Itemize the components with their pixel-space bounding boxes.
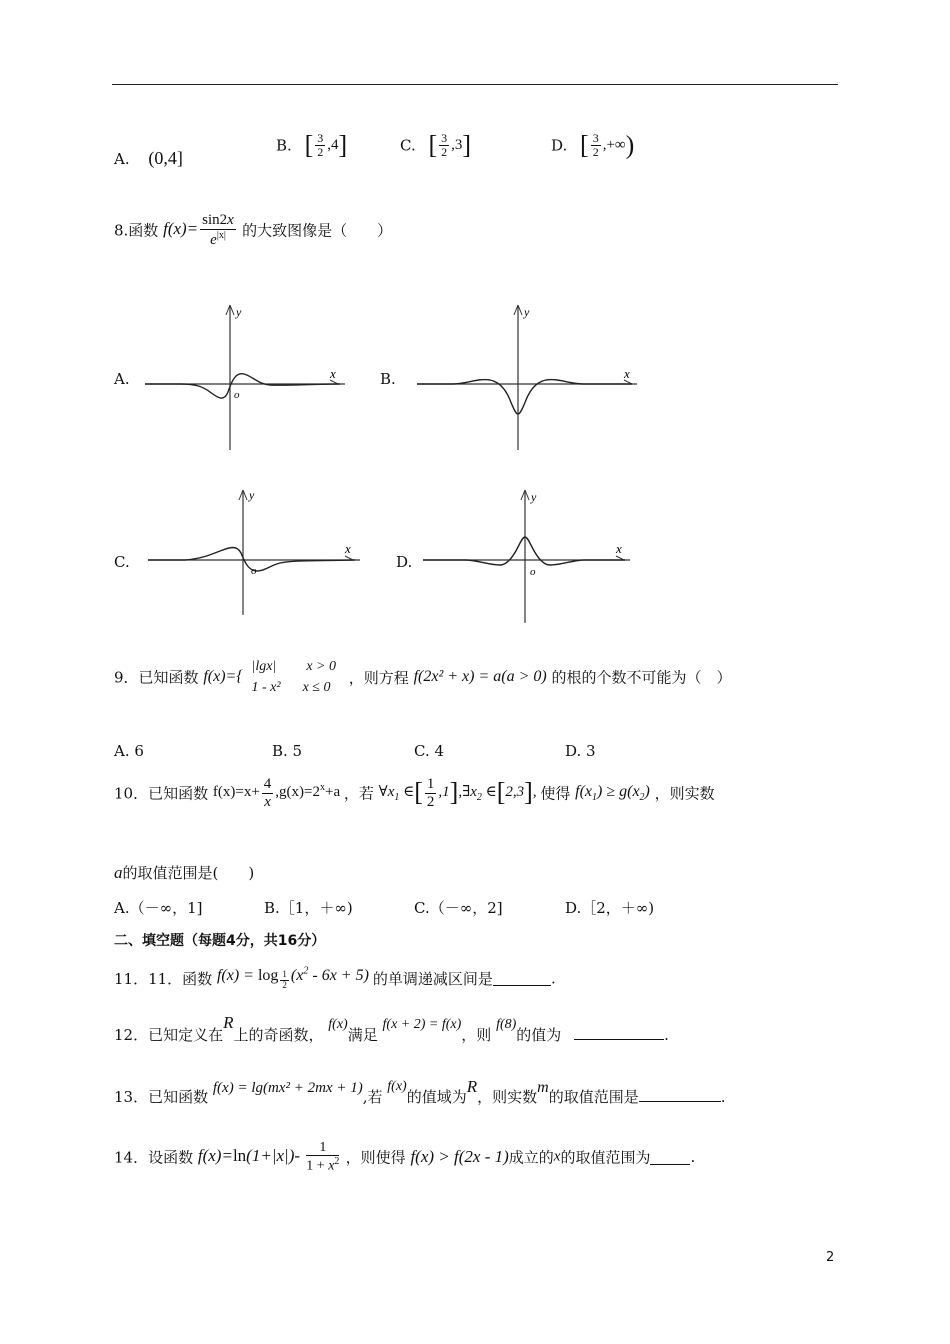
page-number: 2 — [826, 1250, 835, 1265]
q13-stem: 13．已知函数 f(x) = lg(mx² + 2mx + 1),若 f(x)的值域为R，则实数m的取值范围是 . — [114, 1077, 726, 1106]
q7-option-d-value: [ $\frac{3}{2}$ ,+∞) — [580, 130, 635, 160]
q8-graph-b-x: x — [624, 366, 630, 381]
q10-option-a: A.（－∞，1] — [114, 899, 203, 917]
q8-graph-a-label: A. — [114, 370, 130, 388]
q10-line2: a的取值范围是( ) — [114, 863, 255, 882]
q8-graph-d-origin: o — [530, 566, 536, 578]
q9-option-c: C. 4 — [414, 742, 445, 760]
q7-option-a: A. (0,4] — [114, 148, 183, 168]
q8-graph-c-origin: o — [251, 565, 257, 577]
q8-stem: 8.函数 f(x)= $\frac{\sin 2x}{e^{|x|}}$ 的大致图像是（ ） — [114, 212, 393, 248]
section-title: 二、填空题（每题4分，共16分） — [114, 933, 326, 949]
q10-functions: f(x)=x+ $\frac{4}{x}$ $,g(x)=2^x+a$ — [212, 776, 344, 810]
q7-option-c: C. [ $\frac{3}{2}$ ,3] — [400, 130, 472, 160]
q8-graph-c-x: x — [345, 541, 351, 556]
q8-graph-c — [145, 485, 365, 620]
q8-graph-b-y: y — [524, 305, 530, 319]
q9-option-d: D. 3 — [565, 742, 596, 760]
q11-function: f(x) = log $\frac{1}{2}$ $(x^2 - 6x + 5)$ — [216, 966, 373, 991]
q14-inequality: f(x) > f(2x - 1) — [410, 1147, 509, 1167]
q7-option-a-value: (0,4] — [148, 148, 183, 168]
q10-option-d: D.［2，＋∞) — [565, 899, 655, 917]
q14-stem: 14．设函数 f(x)=ln(1+|x|)- $\frac{1}{1 + x^2}$ ，则使得 f(x) > f(2x - 1)成立的x的取值范围为 . — [114, 1140, 696, 1175]
q8-graph-a-origin: o — [234, 389, 240, 401]
q8-graph-d-y: y — [531, 490, 537, 504]
q9-piecewise: |lgx| x > 0 1 - x² x ≤ 0 — [251, 659, 336, 695]
q8-graph-d-x: x — [616, 541, 622, 556]
q8-graph-d — [420, 485, 635, 625]
q8-graph-a — [140, 300, 350, 455]
q11-stem: 11．11．函数 f(x) = log $\frac{1}{2}$ $(x^2 - 6x + 5)$ 的单调递减区间是 . — [114, 966, 556, 991]
q13-answer-blank[interactable] — [639, 1087, 721, 1102]
q12-answer-blank[interactable] — [574, 1025, 664, 1040]
q10-option-c: C.（－∞，2] — [414, 899, 503, 917]
q8-graph-a-y: y — [236, 305, 242, 319]
q8-graph-b — [412, 300, 642, 455]
q9-stem: 9．已知函数 f(x)={ |lgx| x > 0 1 - x² x ≤ 0 ，则方程 f(2x² + x) = a(a > 0) 的根的个数不可能为（ ） — [114, 656, 732, 698]
q10-stem: 10．已知函数 f(x)=x+ $\frac{4}{x}$ $,g(x)=2^x+a$ ，若 $\forall x_1$ ∈[ $\frac{1}{2}$ $,1],\exists x_2$ ∈[2,3], 使得 $f(x_1) \ge g(x_2)$ ，则实数 — [114, 776, 715, 810]
q8-graph-c-label: C. — [114, 553, 130, 571]
q10-option-b: B.［1，＋∞) — [264, 899, 353, 917]
q11-answer-blank[interactable] — [493, 971, 551, 986]
q7-option-b-value: [ $\frac{3}{2}$ ,4] — [304, 130, 348, 160]
header-rule — [112, 84, 838, 85]
q7-option-b: B. [ $\frac{3}{2}$ ,4] — [276, 130, 348, 160]
q14-function: f(x)=ln(1+|x|)- $\frac{1}{1 + x^2}$ — [197, 1140, 340, 1175]
q12-stem: 12．已知定义在R上的奇函数， f(x)满足 f(x + 2) = f(x)，则 f(8)的值为 . — [114, 1013, 669, 1044]
q7-option-c-value: [ $\frac{3}{2}$ ,3] — [428, 130, 472, 160]
q8-graph-a-x: x — [330, 366, 336, 381]
q9-equation: f(2x² + x) = a(a > 0) — [413, 668, 547, 685]
q8-graph-b-label: B. — [380, 370, 396, 388]
q14-answer-blank[interactable] — [650, 1150, 690, 1165]
q8-function: f(x)= $\frac{\sin 2x}{e^{|x|}}$ — [163, 212, 234, 248]
q10-inequality: $f(x_1) \ge g(x_2)$ — [575, 782, 650, 804]
q9-option-a: A. 6 — [114, 742, 144, 760]
q7-option-d: D. [ $\frac{3}{2}$ ,+∞) — [551, 130, 635, 160]
q8-graph-c-y: y — [249, 488, 255, 502]
q8-graph-d-label: D. — [396, 553, 413, 571]
q9-option-b: B. 5 — [272, 742, 303, 760]
q10-quantifiers: $\forall x_1$ ∈[ $\frac{1}{2}$ $,1],\exists x_2$ ∈[2,3], — [378, 776, 541, 810]
